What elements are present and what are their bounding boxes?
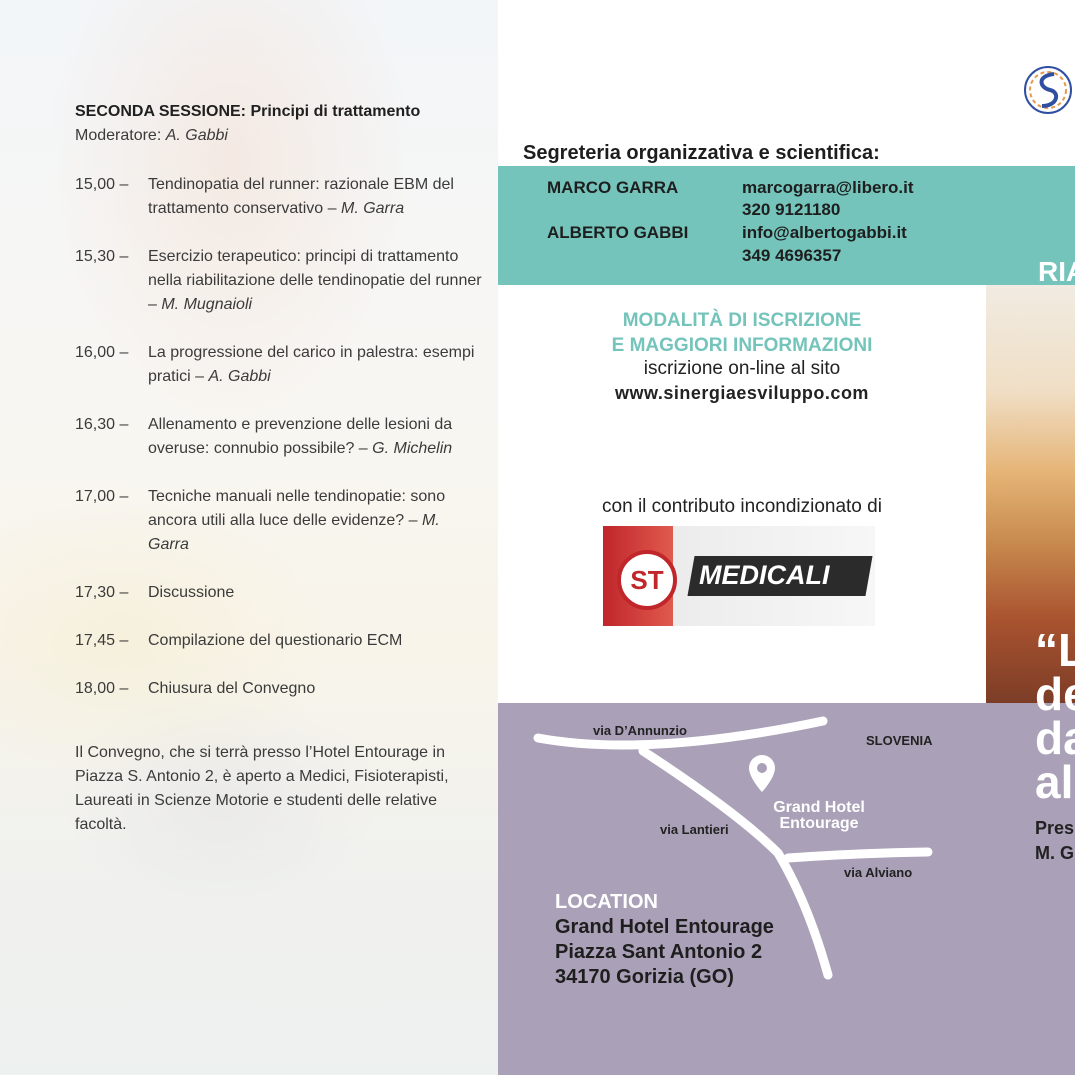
sponsor-name: MEDICALI bbox=[699, 560, 830, 590]
schedule-row bbox=[75, 485, 485, 557]
map-pin-icon bbox=[749, 755, 775, 792]
location-address-line: Grand Hotel Entourage bbox=[555, 916, 774, 938]
schedule-time: 18,00 – bbox=[75, 680, 129, 697]
sponsor-mark: ST bbox=[617, 550, 677, 610]
map-label-hotel bbox=[754, 800, 884, 832]
map-label-hotel-line: Grand Hotel bbox=[773, 799, 865, 816]
location-heading: LOCATION bbox=[555, 891, 658, 913]
schedule-speaker: M. Garra bbox=[148, 512, 440, 553]
program-content bbox=[75, 100, 485, 837]
schedule-speaker: M. Garra bbox=[340, 200, 405, 217]
session-title-bold: SECONDA SESSIONE: bbox=[75, 103, 246, 120]
cover-title-fragment: RIA bbox=[1038, 256, 1087, 287]
schedule-row bbox=[75, 677, 485, 701]
map-label-country: SLOVENIA bbox=[866, 733, 933, 748]
schedule-row bbox=[75, 629, 485, 653]
schedule-time: 17,45 – bbox=[75, 632, 129, 649]
cover-presenter-fragment: M. G bbox=[1035, 843, 1074, 863]
schedule-text: Esercizio terapeutico: principi di trattamento nella riabilitazione delle tendinopatie del runner – bbox=[148, 248, 482, 313]
map-label-hotel-line: Entourage bbox=[779, 815, 859, 832]
contact-email[interactable]: marcogarra@libero.it bbox=[742, 178, 914, 197]
contribution-text: con il contributo incondizionato di bbox=[602, 496, 882, 517]
program-panel bbox=[0, 0, 498, 1075]
map-label-street: via D’Annunzio bbox=[593, 723, 687, 738]
registration-text: iscrizione on-line al sito bbox=[643, 358, 841, 379]
secretariat-title: Segreteria organizzativa e scientifica: bbox=[523, 142, 880, 164]
schedule-row bbox=[75, 245, 485, 317]
contact-phone: 320 9121180 bbox=[742, 200, 841, 219]
cover-quote-fragment: “L bbox=[1035, 624, 1087, 676]
schedule-time: 15,30 – bbox=[75, 248, 129, 265]
registration-heading-line: E MAGGIORI INFORMAZIONI bbox=[611, 335, 873, 356]
moderator bbox=[75, 124, 485, 148]
schedule-speaker: A. Gabbi bbox=[208, 368, 271, 385]
contact-email[interactable]: info@albertogabbi.it bbox=[742, 223, 907, 242]
schedule-desc bbox=[148, 245, 485, 317]
schedule-desc bbox=[148, 581, 485, 605]
cover-quote-fragment: da bbox=[1035, 712, 1089, 764]
info-panel bbox=[498, 0, 1089, 1075]
cover-quote-fragment: de bbox=[1035, 668, 1089, 720]
registration-heading-line: MODALITÀ DI ISCRIZIONE bbox=[622, 310, 862, 331]
schedule-time: 16,00 – bbox=[75, 344, 129, 361]
schedule-desc bbox=[148, 173, 485, 221]
schedule-speaker: M. Mugnaioli bbox=[161, 296, 253, 313]
contact-name: ALBERTO GABBI bbox=[547, 223, 689, 242]
schedule-text: Tendinopatia del runner: razionale EBM del trattamento conservativo – bbox=[148, 176, 454, 217]
contact-name: MARCO GARRA bbox=[547, 178, 679, 197]
schedule-time: 16,30 – bbox=[75, 416, 129, 433]
schedule-text: Tecniche manuali nelle tendinopatie: sono ancora utili alla luce delle evidenze? – bbox=[148, 488, 446, 529]
schedule-desc bbox=[148, 413, 485, 461]
moderator-name: A. Gabbi bbox=[165, 127, 228, 144]
schedule-desc bbox=[148, 341, 485, 389]
schedule-row bbox=[75, 413, 485, 461]
schedule-time: 17,30 – bbox=[75, 584, 129, 601]
schedule-speaker: G. Michelin bbox=[372, 440, 453, 457]
schedule-desc bbox=[148, 485, 485, 557]
sponsor-logo bbox=[603, 526, 875, 626]
moderator-label: Moderatore: bbox=[75, 127, 166, 144]
schedule-desc bbox=[148, 629, 485, 653]
session-title bbox=[75, 100, 485, 124]
schedule-row bbox=[75, 173, 485, 221]
registration-heading bbox=[498, 308, 986, 358]
schedule-text: La progressione del carico in palestra: esempi pratici – bbox=[148, 344, 475, 385]
cover-presenter-fragment: Pres bbox=[1035, 818, 1075, 838]
schedule-text: Discussione bbox=[148, 584, 235, 601]
event-note: Il Convegno, che si terrà presso l’Hotel Entourage in Piazza S. Antonio 2, è aperto a Medici, Fisioterapisti, Laureati in Scienze Motorie e studenti delle relative facoltà. bbox=[75, 744, 449, 833]
location-address-line: Piazza Sant Antonio 2 bbox=[555, 941, 763, 963]
location-address-line: 34170 Gorizia (GO) bbox=[555, 966, 734, 988]
schedule-desc bbox=[148, 677, 485, 701]
cover-quote-fragment: al bbox=[1035, 756, 1074, 808]
schedule-time: 15,00 – bbox=[75, 176, 129, 193]
organizer-logo-icon bbox=[1006, 62, 1075, 124]
map-label-street: via Lantieri bbox=[660, 822, 729, 837]
schedule-time: 17,00 – bbox=[75, 488, 129, 505]
registration-url[interactable]: www.sinergiaesviluppo.com bbox=[615, 383, 869, 403]
session-title-rest: Principi di trattamento bbox=[246, 103, 421, 120]
schedule-text: Allenamento e prevenzione delle lesioni da overuse: connubio possibile? – bbox=[148, 416, 453, 457]
schedule-row bbox=[75, 581, 485, 605]
contact-phone: 349 4696357 bbox=[742, 246, 842, 265]
schedule-row bbox=[75, 341, 485, 389]
schedule-text: Chiusura del Convegno bbox=[148, 680, 316, 697]
map-label-street: via Alviano bbox=[844, 865, 913, 880]
schedule-text: Compilazione del questionario ECM bbox=[148, 632, 403, 649]
